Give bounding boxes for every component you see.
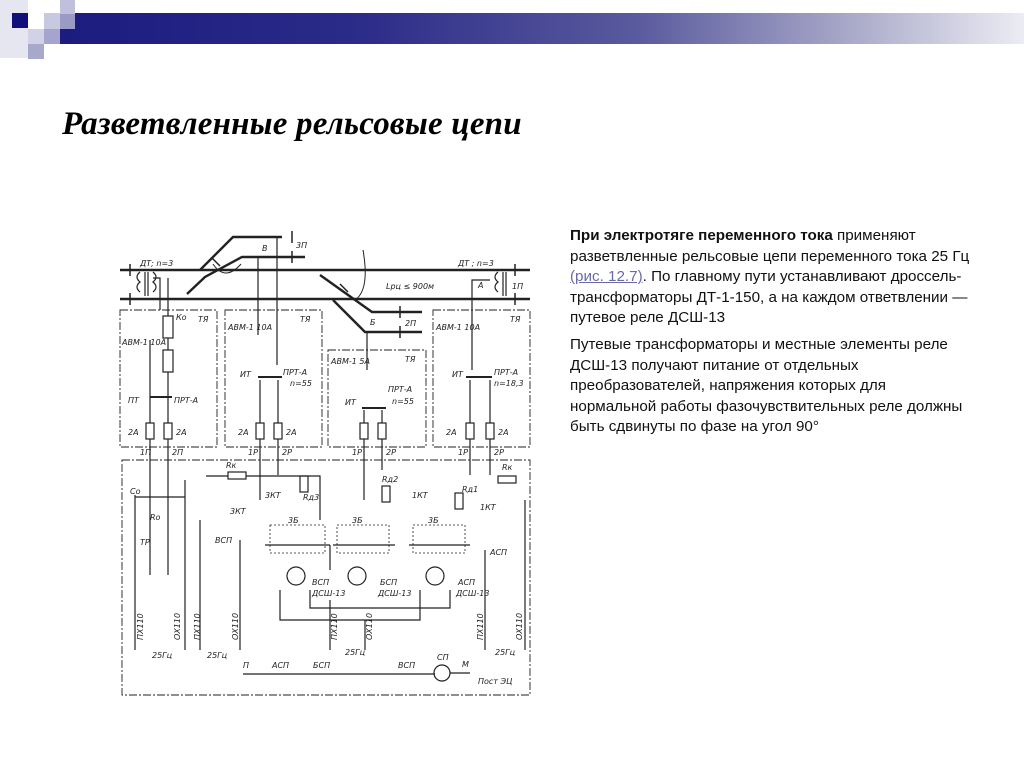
label-1r: 1Р bbox=[458, 448, 468, 457]
label-25hz: 25Гц bbox=[152, 651, 173, 660]
label-asp: АСП bbox=[272, 661, 290, 670]
label-2r: 2Р bbox=[282, 448, 292, 457]
label-rd3: Rд3 bbox=[303, 493, 320, 502]
label-n: n=55 bbox=[290, 379, 312, 388]
label-1r: 1Р bbox=[248, 448, 258, 457]
label-it: ИТ bbox=[345, 398, 356, 407]
label-ro: Ro bbox=[150, 513, 161, 522]
label-rd2: Rд2 bbox=[382, 475, 399, 484]
label-vsp: ВСП bbox=[215, 536, 233, 545]
label-bsp: БСП bbox=[380, 578, 398, 587]
label-rk: Rк bbox=[226, 461, 237, 470]
label-1kt: 1КТ bbox=[412, 491, 428, 500]
label-it: ИТ bbox=[240, 370, 251, 379]
insulating-joints bbox=[130, 231, 515, 338]
label-3kt: 3КТ bbox=[265, 491, 281, 500]
label-okh: ОХ110 bbox=[515, 612, 524, 640]
label-pt: ПТ bbox=[128, 396, 139, 405]
label-pkh: ПХ110 bbox=[476, 613, 485, 640]
label-3b: 3Б bbox=[428, 516, 439, 525]
label-pkh: ПХ110 bbox=[193, 613, 202, 640]
label-avm: АВМ-1 10А bbox=[436, 323, 481, 332]
choke-transformer-left bbox=[137, 272, 160, 310]
label-asp: АСП bbox=[458, 578, 476, 587]
fuses bbox=[146, 316, 494, 439]
label-lrc: Lрц ≤ 900м bbox=[386, 282, 435, 291]
label-n: n=18,3 bbox=[494, 379, 524, 388]
paragraph-2: Путевые трансформаторы и местные элементы реле ДСШ-13 получают питание от отдельных преобразователей, напряжения которых для нормальной работы фазочувствительных реле должны быть сдвинуты по фазе на угол 90° bbox=[570, 335, 963, 436]
paragraph-text: . По главному пути устанавливают дроссель-трансформаторы ДТ-1-150, а на каждом ответвлении — путевое реле ДСШ-13 bbox=[570, 268, 968, 327]
label-2r: 2Р bbox=[494, 448, 504, 457]
label-fuse: 2А bbox=[286, 428, 297, 437]
label-tya: ТЯ bbox=[198, 315, 209, 324]
label-1p: 1П bbox=[140, 448, 152, 457]
choke-transformer-right bbox=[472, 272, 506, 310]
label-fuse: 2А bbox=[238, 428, 249, 437]
label-asp: АСП bbox=[490, 548, 508, 557]
label-rk: Rк bbox=[502, 463, 513, 472]
label-it: ИТ bbox=[452, 370, 463, 379]
label-tya: ТЯ bbox=[300, 315, 311, 324]
label-1r: 1Р bbox=[352, 448, 362, 457]
label-prta: ПРТ-А bbox=[174, 396, 199, 405]
label-2p: 2П bbox=[172, 448, 184, 457]
label-prta: ПРТ-А bbox=[283, 368, 308, 377]
label-pkh: ПХ110 bbox=[330, 613, 339, 640]
label-dsh: ДСШ-13 bbox=[312, 589, 346, 598]
label-tya: ТЯ bbox=[510, 315, 521, 324]
label-post: Пост ЭЦ bbox=[478, 677, 513, 686]
label-okh: ОХ110 bbox=[365, 612, 374, 640]
label-p: П bbox=[243, 661, 250, 670]
label-tya: ТЯ bbox=[405, 355, 416, 364]
slide-title: Разветвленные рельсовые цепи bbox=[62, 106, 522, 142]
label-3p: 3П bbox=[296, 241, 308, 250]
label-25hz: 25Гц bbox=[495, 648, 516, 657]
label-ko: Ко bbox=[176, 313, 187, 322]
label-vsp: ВСП bbox=[312, 578, 330, 587]
label-okh: ОХ110 bbox=[173, 612, 182, 640]
label-dt-right: ДТ ; n=3 bbox=[458, 259, 494, 268]
label-3b: 3Б bbox=[352, 516, 363, 525]
label-b: Б bbox=[370, 318, 376, 327]
label-prta: ПРТ-А bbox=[388, 385, 413, 394]
label-pkh: ПХ110 bbox=[136, 613, 145, 640]
label-3b: 3Б bbox=[288, 516, 299, 525]
label-tr: ТР bbox=[140, 538, 150, 547]
label-1kt: 1КТ bbox=[480, 503, 496, 512]
label-avm: АВМ-1 10А bbox=[122, 338, 167, 347]
label-a: А bbox=[478, 281, 484, 290]
label-avm: АВМ-1 10А bbox=[228, 323, 273, 332]
label-dsh: ДСШ-13 bbox=[456, 589, 490, 598]
label-dt-left: ДТ; n=3 bbox=[140, 259, 174, 268]
label-fuse: 2А bbox=[446, 428, 457, 437]
label-vsp: ВСП bbox=[398, 661, 416, 670]
paragraph-text: применяют разветвленные рельсовые цепи переменного тока 25 Гц bbox=[570, 227, 970, 265]
label-co: Со bbox=[130, 487, 141, 496]
label-3kt: 3КТ bbox=[230, 507, 246, 516]
label-fuse: 2А bbox=[128, 428, 139, 437]
label-25hz: 25Гц bbox=[207, 651, 228, 660]
bold-lead: При электротяге переменного тока bbox=[570, 227, 833, 244]
label-v: В bbox=[262, 244, 268, 253]
label-sp: СП bbox=[437, 653, 449, 662]
feed-wires bbox=[150, 237, 490, 575]
figure-link[interactable]: (рис. 12.7) bbox=[570, 268, 643, 286]
label-prta: ПРТ-А bbox=[494, 368, 519, 377]
label-n: n=55 bbox=[392, 397, 414, 406]
label-fuse: 2А bbox=[498, 428, 509, 437]
label-bsp: БСП bbox=[313, 661, 331, 670]
diagram-labels bbox=[121, 241, 524, 686]
label-fuse: 2А bbox=[176, 428, 187, 437]
label-dsh: ДСШ-13 bbox=[378, 589, 412, 598]
label-25hz: 25Гц bbox=[345, 648, 366, 657]
label-okh: ОХ110 bbox=[231, 612, 240, 640]
label-rd1: Rд1 bbox=[462, 485, 479, 494]
label-avm: АВМ-1 5А bbox=[331, 357, 370, 366]
label-1p: 1П bbox=[512, 282, 524, 291]
label-m: М bbox=[462, 660, 469, 669]
label-2p: 2П bbox=[405, 319, 417, 328]
track-transformers bbox=[150, 377, 492, 408]
label-2r: 2Р bbox=[386, 448, 396, 457]
